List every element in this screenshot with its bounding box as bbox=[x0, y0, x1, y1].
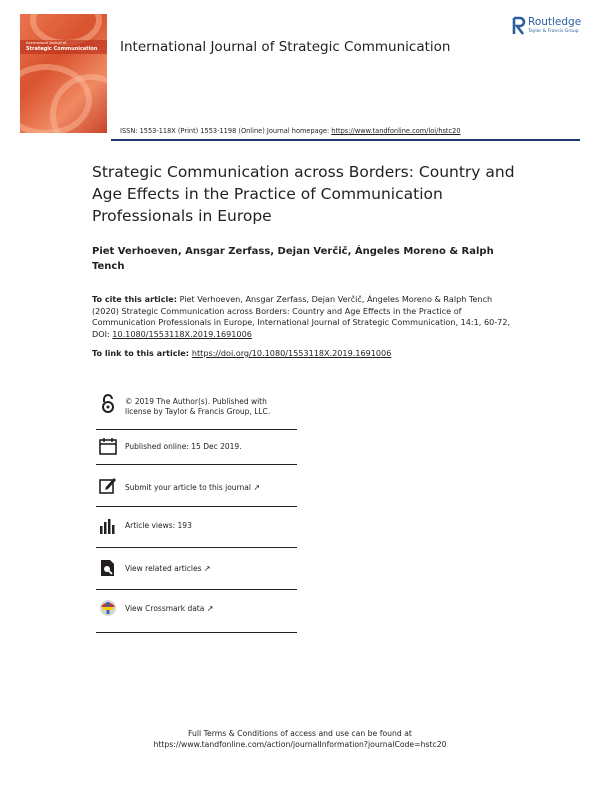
publisher-name: Routledge bbox=[528, 16, 582, 28]
footer-terms-link[interactable]: https://www.tandfonline.com/action/journalInformation?journalCode=hstc20 bbox=[153, 740, 447, 749]
external-link-icon: ↗ bbox=[203, 564, 211, 573]
citation-block bbox=[92, 294, 517, 340]
row-divider bbox=[96, 464, 297, 465]
cover-small-text: International Journal of bbox=[26, 41, 67, 45]
link-label: To link to this article: bbox=[92, 348, 192, 358]
submit-article-link[interactable]: Submit your article to this journal ↗ bbox=[125, 483, 261, 492]
header-rule bbox=[111, 139, 580, 141]
row-divider bbox=[96, 589, 297, 590]
related-articles-link[interactable]: View related articles ↗ bbox=[125, 564, 211, 573]
routledge-r-icon bbox=[512, 16, 526, 36]
published-row bbox=[96, 436, 297, 460]
license-text: © 2019 The Author(s). Published with license by Taylor & Francis Group, LLC. bbox=[125, 397, 271, 416]
citation-text: Piet Verhoeven, Ansgar Zerfass, Dejan Verčič, Ángeles Moreno & Ralph Tench (2020) Strategic Communication across Borders: Country and Age Effects in the Practice of Communication Professionals in Europe, International Journal of Strategic Communication, 14:1, 60-72, DOI: bbox=[92, 294, 511, 339]
article-doi-link[interactable]: https://doi.org/10.1080/1553118X.2019.1691006 bbox=[191, 348, 392, 358]
article-views-row bbox=[96, 516, 297, 540]
journal-cover-image bbox=[20, 14, 107, 133]
row-divider bbox=[96, 547, 297, 548]
footer-terms-text: Full Terms & Conditions of access and use can be found at bbox=[188, 729, 412, 738]
row-divider bbox=[96, 506, 297, 507]
article-authors: Piet Verhoeven, Ansgar Zerfass, Dejan Verčič, Ángeles Moreno & Ralph Tench bbox=[92, 246, 494, 272]
bar-chart-icon bbox=[98, 516, 118, 536]
published-date: Published online: 15 Dec 2019. bbox=[125, 442, 242, 451]
search-document-icon bbox=[98, 558, 118, 578]
publisher-subtitle: Taylor & Francis Group bbox=[528, 29, 579, 34]
open-access-lock-icon bbox=[98, 394, 118, 414]
issn-text: ISSN: 1553-118X (Print) 1553-1198 (Online) Journal homepage: bbox=[120, 127, 332, 135]
cover-title: Strategic Communication bbox=[26, 46, 98, 52]
article-title: Strategic Communication across Borders: Country and Age Effects in the Practice of Communication Professionals in Europe bbox=[92, 163, 515, 225]
external-link-icon: ↗ bbox=[253, 483, 261, 492]
crossmark-link[interactable]: View Crossmark data ↗ bbox=[125, 604, 214, 613]
citation-doi-link[interactable]: 10.1080/1553118X.2019.1691006 bbox=[112, 328, 252, 339]
issn-line bbox=[120, 127, 461, 135]
crossmark-row[interactable] bbox=[96, 598, 297, 622]
journal-title[interactable]: International Journal of Strategic Communication bbox=[120, 39, 451, 55]
row-divider bbox=[96, 632, 297, 633]
related-articles-row[interactable] bbox=[96, 558, 297, 582]
submit-article-row[interactable] bbox=[96, 475, 297, 499]
license-row bbox=[96, 394, 297, 426]
journal-homepage-link[interactable]: https://www.tandfonline.com/loi/hstc20 bbox=[331, 127, 461, 135]
crossmark-icon bbox=[98, 598, 118, 618]
calendar-icon bbox=[98, 436, 118, 456]
article-views: Article views: 193 bbox=[125, 521, 192, 530]
row-divider bbox=[96, 429, 297, 430]
article-link-line bbox=[92, 348, 391, 358]
external-link-icon: ↗ bbox=[206, 604, 214, 613]
citation-label: To cite this article: bbox=[92, 294, 178, 304]
edit-icon bbox=[98, 475, 118, 495]
